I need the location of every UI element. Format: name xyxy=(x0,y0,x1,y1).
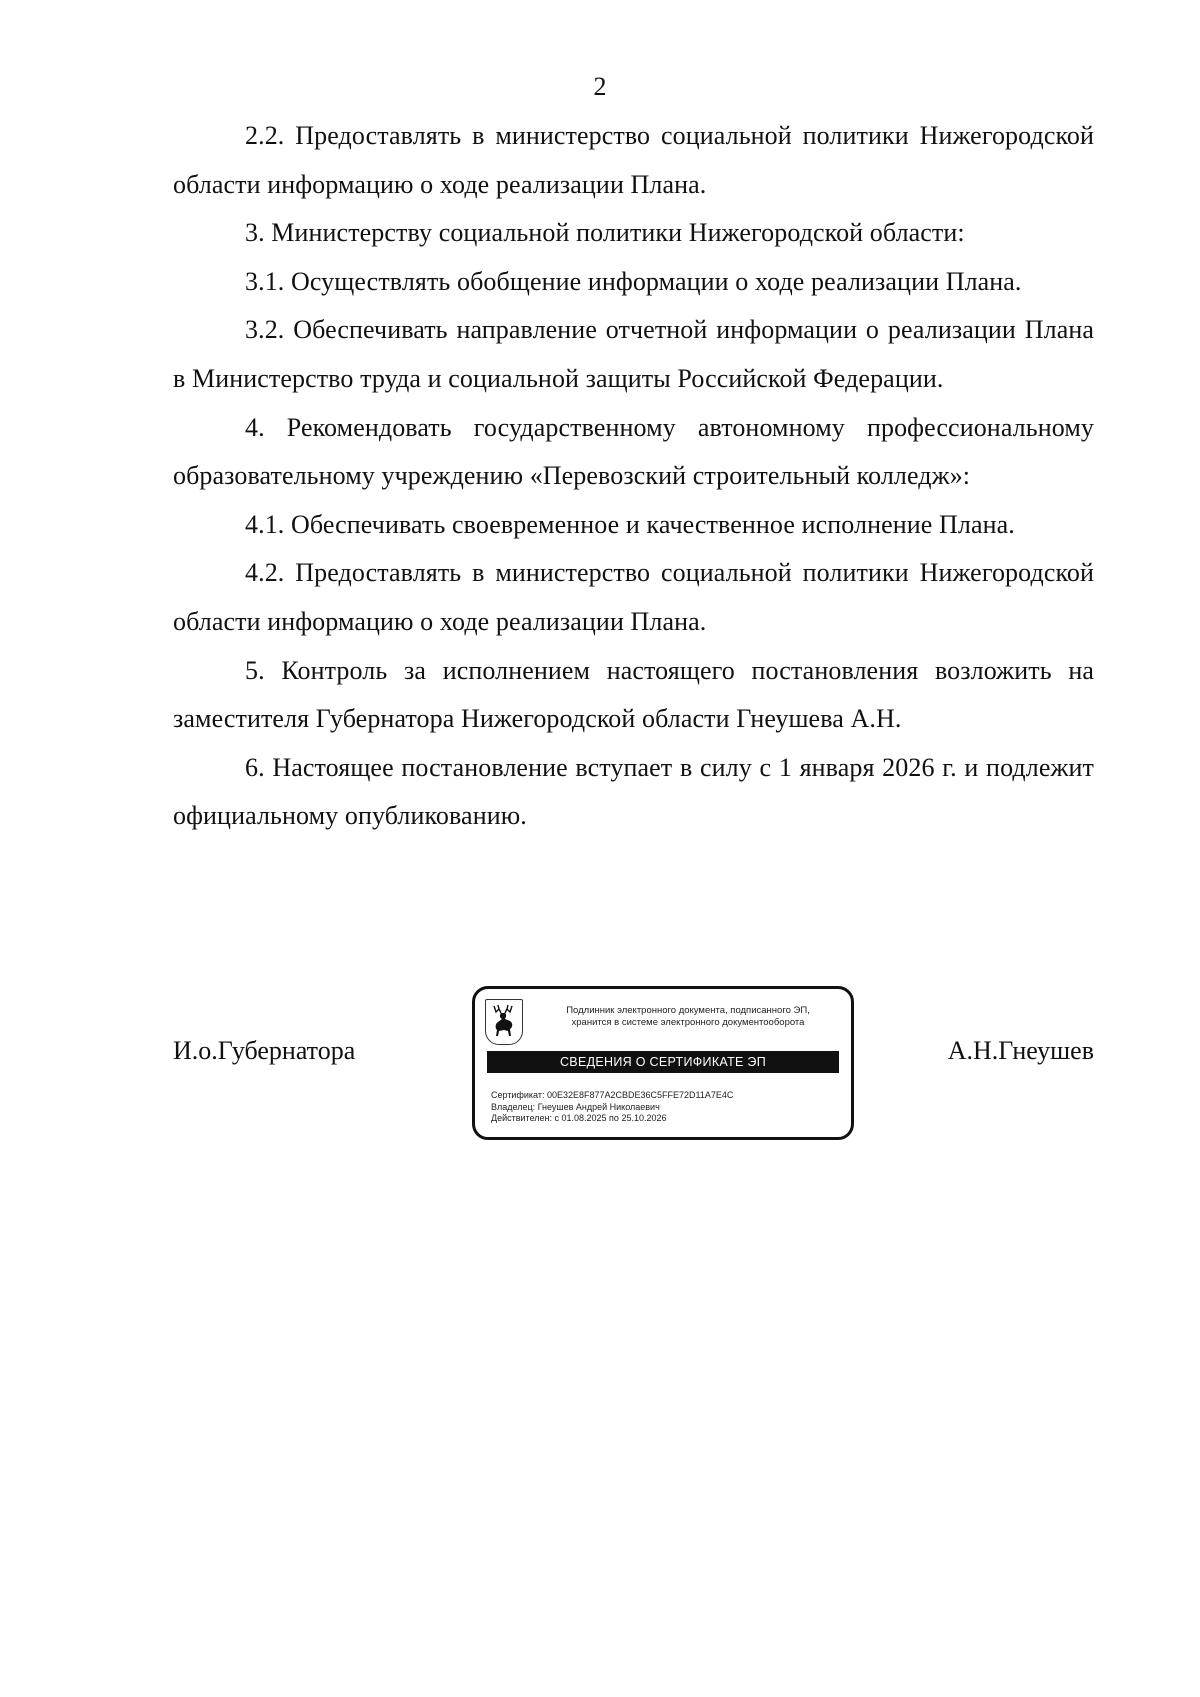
certificate-number: Сертификат: 00E32E8F877A2CBDE36C5FFE72D11A7E4C xyxy=(491,1090,734,1100)
paragraph-2-2: 2.2. Предоставлять в министерство социальной политики Нижегородской области информацию о ходе реализации Плана. xyxy=(173,121,1094,199)
stamp-header xyxy=(537,1005,839,1029)
deer-emblem-graphic xyxy=(486,1000,522,1044)
paragraph-3: 3. Министерству социальной политики Нижегородской области: xyxy=(245,218,965,248)
deer-coat-of-arms-icon xyxy=(485,999,523,1045)
paragraph-3-2: 3.2. Обеспечивать направление отчетной информации о реализации Плана в Министерство труда и социальной защиты Российской Федерации. xyxy=(173,315,1094,393)
paragraph-6: 6. Настоящее постановление вступает в силу с 1 января 2026 г. и подлежит официальному опубликованию. xyxy=(173,752,1094,831)
certificate-owner: Владелец: Гнеушев Андрей Николаевич xyxy=(491,1101,660,1112)
stamp-header-line-2: хранится в системе электронного документооборота xyxy=(571,1017,805,1028)
document-body xyxy=(173,112,1094,841)
signer-name: А.Н.Гнеушев xyxy=(947,1036,1094,1065)
stamp-title-bar: СВЕДЕНИЯ О СЕРТИФИКАТЕ ЭП xyxy=(487,1051,839,1073)
signer-position: И.о.Губернатора xyxy=(173,1036,356,1065)
certificate-validity: Действителен: с 01.08.2025 по 25.10.2026 xyxy=(491,1113,667,1123)
certificate-details xyxy=(491,1090,733,1125)
stamp-header-line-1: Подлинник электронного документа, подписанного ЭП, xyxy=(566,1005,810,1016)
paragraph-4-2: 4.2. Предоставлять в министерство социальной политики Нижегородской области информацию о ходе реализации Плана. xyxy=(173,558,1094,636)
page-number: 2 xyxy=(593,72,607,101)
paragraph-4: 4. Рекомендовать государственному автономному профессиональному образовательному учреждению «Перевозский строительный колледж»: xyxy=(173,412,1094,491)
paragraph-4-1: 4.1. Обеспечивать своевременное и качественное исполнение Плана. xyxy=(245,509,1015,539)
electronic-signature-stamp xyxy=(472,986,854,1140)
paragraph-3-1: 3.1. Осуществлять обобщение информации о ходе реализации Плана. xyxy=(245,266,1022,296)
paragraph-5: 5. Контроль за исполнением настоящего постановления возложить на заместителя Губернатора Нижегородской области Гнеушева А.Н. xyxy=(173,655,1094,734)
